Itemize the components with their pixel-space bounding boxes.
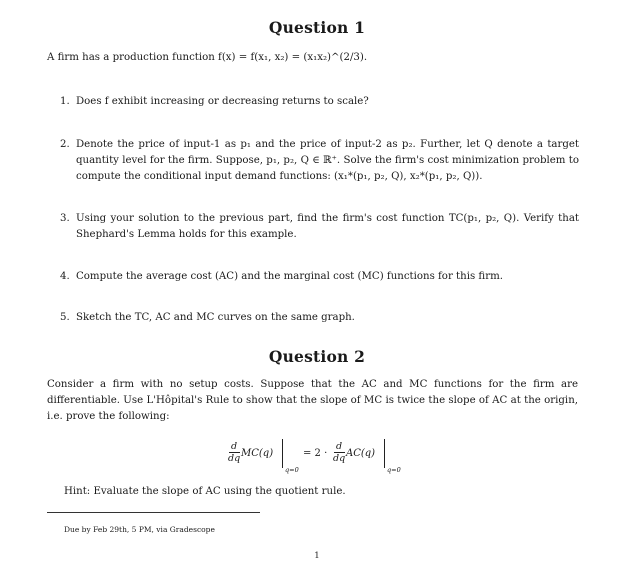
- question-2-intro: Consider a firm with no setup costs. Suppose that the AC and MC functions for the firm are differentiable. Use L'Hôpital's Rule to show that the slope of MC is twice the slope of AC at the origin, i.e. prove the following:: [47, 379, 578, 422]
- item-5-number: 5.: [60, 312, 70, 323]
- question-1-title: Question 1: [268, 18, 366, 37]
- q1-intro-text: A firm has a production function f(x) = f(x₁, x₂) = (x₁x₂)^(2/3).: [47, 52, 368, 63]
- item-4-number: 4.: [60, 271, 70, 282]
- lhs-eval-bar: [282, 439, 283, 468]
- item-2-number: 2.: [60, 139, 70, 150]
- hint-text: Hint: Evaluate the slope of AC using the quotient rule.: [64, 486, 346, 497]
- item-1-number: 1.: [60, 96, 70, 107]
- rhs-derivative: [333, 441, 345, 464]
- question-1-intro: [47, 50, 587, 66]
- rhs-eval-bar: [384, 439, 385, 468]
- footnote: Due by Feb 29th, 5 PM, via Gradescope: [64, 524, 215, 534]
- item-4-text: Compute the average cost (AC) and the marginal cost (MC) functions for this firm.: [76, 271, 503, 282]
- item-1-text: Does f exhibit increasing or decreasing returns to scale?: [76, 96, 369, 107]
- page-number: 1: [314, 551, 320, 561]
- rhs-dq: dq: [333, 453, 346, 464]
- rhs-eval-point: q=0: [387, 466, 401, 474]
- lhs-d: d: [231, 441, 238, 452]
- footnote-divider: [47, 512, 260, 513]
- item-3-number: 3.: [60, 213, 70, 224]
- lhs-eval-point: q=0: [285, 466, 299, 474]
- lhs-dq: dq: [228, 453, 241, 464]
- derivative-equation: [228, 433, 408, 481]
- question-2-title: Question 2: [268, 347, 366, 366]
- rhs-d: d: [336, 441, 343, 452]
- lhs-function: MC(q): [241, 448, 274, 459]
- lhs-derivative: [228, 441, 240, 464]
- item-2-text: Denote the price of input-1 as p₁ and the price of input-2 as p₂. Further, let Q denote a target quantity level for the firm. Suppose, p₁, p₂, Q ∈ ℝ⁺. Solve the firm's cost minimization problem to compute the conditional input demand functions: (x₁*(p₁, p₂, Q), x₂*(p₁, p₂, Q)).: [76, 139, 579, 182]
- item-3-text: Using your solution to the previous part, find the firm's cost function TC(p₁, p₂, Q). Verify that Shephard's Lemma holds for this example.: [76, 213, 579, 240]
- equals-two: = 2 ·: [303, 448, 328, 459]
- rhs-function: AC(q): [346, 448, 376, 459]
- item-5-text: Sketch the TC, AC and MC curves on the same graph.: [76, 312, 355, 323]
